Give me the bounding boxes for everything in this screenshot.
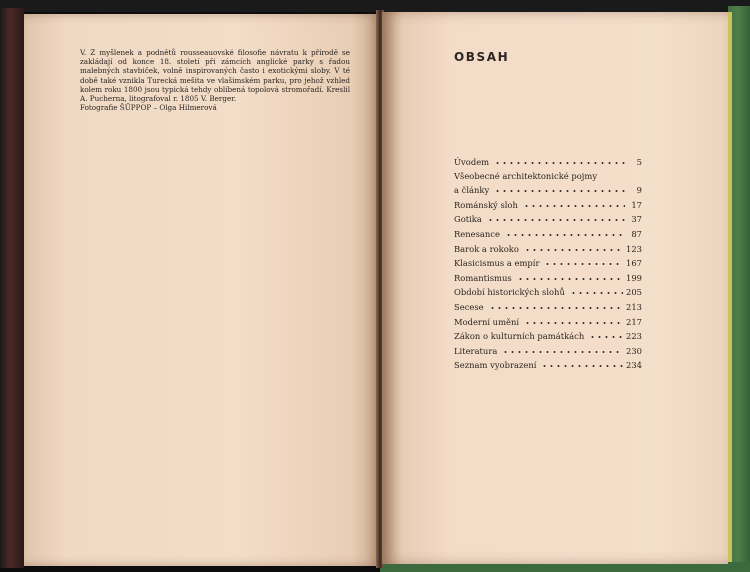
toc-entry-page: 9 <box>636 185 642 196</box>
table-of-contents <box>454 152 642 370</box>
toc-entry[interactable] <box>454 312 642 327</box>
toc-entry[interactable] <box>454 224 642 239</box>
toc-entry[interactable] <box>454 327 642 342</box>
toc-entry-label: Románský sloh <box>454 199 518 210</box>
caption-text: V. Z myšlenek a podnětů rousseauovské filosofie návratu k přírodě se zakládají od konce 18. století při zámcích anglické parky s řadou malebných stavbiček, volně inspirovaných často i exotickými sloby. V té době také vznikla Turecká mešita ve vlašimském parku, pro jehož vzhled kolem roku 1800 jsou typická tehdy oblíbená topolová stromořadí. Kreslil A. Pucherna, litografoval r. 1805 V. Berger. <box>80 48 350 104</box>
toc-entry[interactable] <box>454 181 642 196</box>
toc-entry-page: 234 <box>626 360 642 371</box>
photo-credit: Fotografie ŠÜPPOP – Olga Hilmerová <box>80 103 217 113</box>
toc-entry-label: Literatura <box>454 345 498 356</box>
toc-entry-label: Klasicismus a empír <box>454 258 540 269</box>
toc-entry-label: Seznam vyobrazení <box>454 360 537 371</box>
left-cover-edge <box>0 8 24 568</box>
toc-leader-dots <box>505 228 625 237</box>
toc-entry[interactable] <box>454 152 642 167</box>
toc-entry-page: 230 <box>626 345 642 356</box>
toc-leader-dots <box>487 213 625 222</box>
page-block-edge <box>728 12 732 564</box>
toc-entry[interactable] <box>454 356 642 371</box>
toc-entry-page: 223 <box>626 331 642 342</box>
toc-entry-label: Úvodem <box>454 156 490 167</box>
toc-entry-page: 123 <box>626 243 642 254</box>
toc-entry-label: Moderní umění <box>454 316 520 327</box>
illustration-caption <box>80 48 350 112</box>
toc-leader-dots <box>523 199 625 208</box>
toc-entry-page: 205 <box>626 287 642 298</box>
toc-entry[interactable] <box>454 254 642 269</box>
toc-entry-label: Barok a rokoko <box>454 243 519 254</box>
toc-leader-dots <box>494 184 625 193</box>
toc-leader-dots <box>589 330 623 339</box>
toc-entry[interactable] <box>454 210 642 225</box>
toc-entry[interactable] <box>454 297 642 312</box>
toc-leader-dots <box>489 301 623 310</box>
toc-entry-page: 199 <box>626 272 642 283</box>
toc-entry[interactable] <box>454 239 642 254</box>
toc-leader-dots <box>524 243 623 252</box>
toc-entry-label: Gotika <box>454 214 482 225</box>
toc-entry[interactable] <box>454 341 642 356</box>
toc-entry-page: 87 <box>631 228 642 239</box>
toc-entry[interactable] <box>454 195 642 210</box>
toc-entry-label: Všeobecné architektonické pojmy <box>454 170 598 181</box>
toc-entry[interactable] <box>454 268 642 283</box>
toc-entry-page: 217 <box>626 316 642 327</box>
toc-entry-page: 17 <box>631 199 642 210</box>
toc-entry-page: 5 <box>636 156 642 167</box>
toc-entry-label: Renesance <box>454 228 500 239</box>
toc-entry-page: 37 <box>631 214 642 225</box>
toc-leader-dots <box>602 170 625 179</box>
toc-entry-label: a články <box>454 185 490 196</box>
toc-entry-label: Zákon o kulturních památkách <box>454 331 585 342</box>
toc-leader-dots <box>524 316 623 325</box>
toc-entry-page: 213 <box>626 301 642 312</box>
toc-leader-dots <box>502 345 623 354</box>
toc-entry[interactable] <box>454 283 642 298</box>
toc-leader-dots <box>541 359 623 368</box>
toc-entry-label: Období historických slohů <box>454 287 565 298</box>
toc-entry[interactable] <box>454 167 642 181</box>
toc-leader-dots <box>570 286 623 295</box>
cover-top-edge <box>0 0 750 12</box>
toc-entry-label: Secese <box>454 301 484 312</box>
toc-entry-page: 167 <box>626 258 642 269</box>
toc-leader-dots <box>494 156 625 165</box>
toc-leader-dots <box>517 272 623 281</box>
toc-title: OBSAH <box>454 50 510 64</box>
toc-entry-label: Romantismus <box>454 272 512 283</box>
toc-leader-dots <box>544 257 623 266</box>
